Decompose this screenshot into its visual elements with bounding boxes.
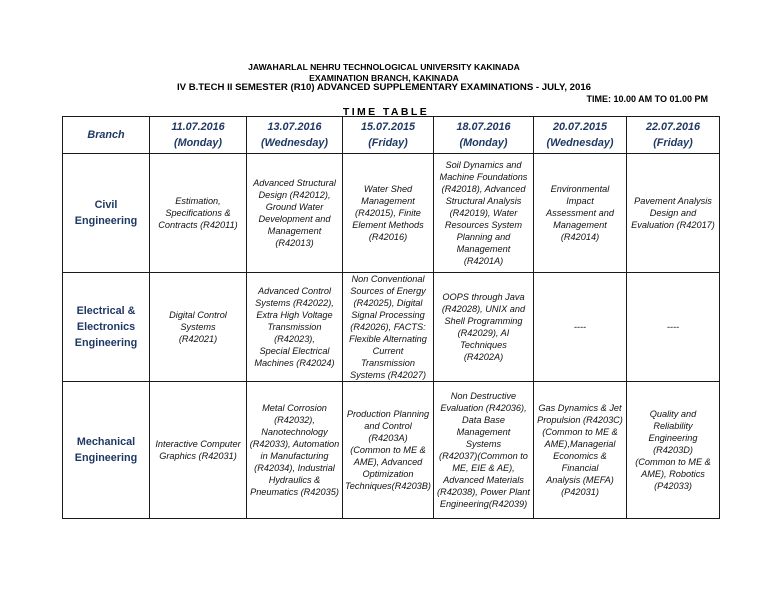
date-header	[533, 117, 626, 154]
branch-header: Branch	[63, 117, 150, 154]
branch-name: Civil Engineering	[63, 154, 150, 273]
weekday: (Wednesday)	[546, 137, 614, 149]
date: 13.07.2016	[267, 121, 322, 133]
exam-time: TIME: 10.00 AM TO 01.00 PM	[586, 94, 708, 104]
table-row	[63, 273, 720, 382]
subject-cell: Non Destructive Evaluation (R42036), Data Base Management Systems (R42037)(Common to ME, EIE & AE), Advanced Materials (R42038), Power Plant Engineering(R42039)	[433, 382, 533, 519]
header-row	[63, 117, 720, 154]
branch-name: Electrical & Electronics Engineering	[63, 273, 150, 382]
subject-cell: Gas Dynamics & Jet Propulsion (R4203C) (Common to ME & AME),Managerial Economics & Financial Analysis (MEFA) (P42031)	[533, 382, 626, 519]
weekday: (Friday)	[653, 137, 693, 149]
subject-cell: ----	[626, 273, 719, 382]
time-table-title: TIME TABLE	[342, 106, 430, 118]
branch-name: Mechanical Engineering	[63, 382, 150, 519]
date: 18.07.2016	[456, 121, 511, 133]
subject-cell: Interactive Computer Graphics (R42031)	[150, 382, 247, 519]
weekday: (Monday)	[174, 137, 222, 149]
subject-cell: Non Conventional Sources of Energy (R42025), Digital Signal Processing (R42026), FACTS: Flexible Alternating Current Transmission Systems (R42027)	[343, 273, 434, 382]
subject-cell: Production Planning and Control (R4203A) (Common to ME & AME), Advanced Optimization Techniques(R4203B)	[343, 382, 434, 519]
date-header	[433, 117, 533, 154]
university-name: JAWAHARLAL NEHRU TECHNOLOGICAL UNIVERSITY KAKINADA	[248, 62, 520, 72]
date: 15.07.2015	[360, 121, 416, 133]
date-header	[247, 117, 343, 154]
date-header	[343, 117, 434, 154]
date-header	[150, 117, 247, 154]
subject-cell: Quality and Reliability Engineering (R4203D) (Common to ME & AME), Robotics (P42033)	[626, 382, 719, 519]
subject-cell: Environmental Impact Assessment and Management (R42014)	[533, 154, 626, 273]
timetable	[62, 116, 720, 519]
subject-cell: Advanced Structural Design (R42012), Ground Water Development and Management (R42013)	[247, 154, 343, 273]
weekday: (Friday)	[368, 137, 408, 149]
subject-cell: Pavement Analysis Design and Evaluation (R42017)	[626, 154, 719, 273]
subject-cell: OOPS through Java (R42028), UNIX and Shell Programming (R42029), AI Techniques (R4202A)	[433, 273, 533, 382]
subject-cell: Soil Dynamics and Machine Foundations (R42018), Advanced Structural Analysis (R42019), Water Resources System Planning and Management (R4201A)	[433, 154, 533, 273]
subject-cell: Water Shed Management (R42015), Finite Element Methods (R42016)	[343, 154, 434, 273]
date: 22.07.2016	[645, 121, 700, 133]
examination-branch: EXAMINATION BRANCH, KAKINADA	[309, 73, 459, 83]
exam-title: IV B.TECH II SEMESTER (R10) ADVANCED SUPPLEMENTARY EXAMINATIONS - JULY, 2016	[176, 82, 592, 93]
weekday: (Monday)	[459, 137, 508, 149]
date: 11.07.2016	[171, 121, 225, 133]
subject-cell: Estimation, Specifications & Contracts (R42011)	[150, 154, 247, 273]
table-row	[63, 154, 720, 273]
date: 20.07.2015	[552, 121, 607, 133]
table-row	[63, 382, 720, 519]
date-header	[626, 117, 719, 154]
subject-cell: Metal Corrosion (R42032), Nanotechnology (R42033), Automation in Manufacturing (R42034), Industrial Hydraulics & Pneumatics (R42035)	[247, 382, 343, 519]
subject-cell: Digital Control Systems (R42021)	[150, 273, 247, 382]
subject-cell: ----	[533, 273, 626, 382]
subject-cell: Advanced Control Systems (R42022), Extra High Voltage Transmission (R42023), Special Electrical Machines (R42024)	[247, 273, 343, 382]
weekday: (Wednesday)	[261, 137, 328, 149]
